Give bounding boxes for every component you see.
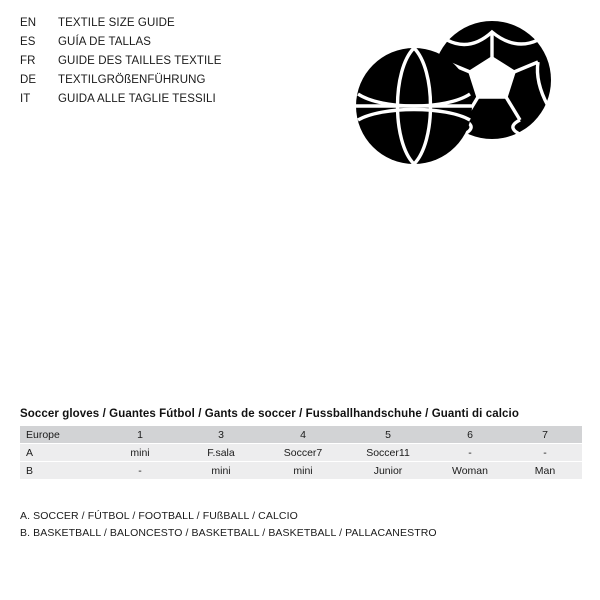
language-code: IT [20,93,31,105]
language-row-it [20,90,222,109]
table-header-cell: 3 [180,426,262,444]
table-cell: Soccer11 [344,444,432,462]
table-cell: mini [180,462,262,480]
table-cell: Woman [432,462,508,480]
language-code: DE [20,74,37,86]
table-row [20,462,582,480]
table-cell: - [508,444,582,462]
table-cell: mini [262,462,344,480]
language-row-de [20,71,222,90]
row-label: B [20,462,100,480]
language-row-es [20,33,222,52]
basketball-icon [356,48,472,164]
table-cell: mini [100,444,180,462]
language-code: ES [20,36,36,48]
language-title: GUIDA ALLE TAGLIE TESSILI [58,93,216,105]
table-header-row [20,426,582,444]
table-header-cell: 1 [100,426,180,444]
table-cell: Soccer7 [262,444,344,462]
table-cell: Man [508,462,582,480]
language-title: GUIDE DES TAILLES TEXTILE [58,55,222,67]
table-cell: Junior [344,462,432,480]
legend-line-b: B. BASKETBALL / BALONCESTO / BASKETBALL / BASKETBALL / PALLACANESTRO [20,527,437,539]
language-code: EN [20,17,37,29]
size-table-section [20,408,582,480]
table-header-cell: 7 [508,426,582,444]
language-title: TEXTILGRÖßENFÜHRUNG [58,74,206,86]
legend-line-a: A. SOCCER / FÚTBOL / FOOTBALL / FUßBALL / CALCIO [20,510,298,522]
table-header-cell: 5 [344,426,432,444]
language-title: TEXTILE SIZE GUIDE [58,17,175,29]
table-cell: - [100,462,180,480]
table-header-cell: 4 [262,426,344,444]
language-row-en [20,14,222,33]
row-label: A [20,444,100,462]
table-cell: - [432,444,508,462]
table-cell: F.sala [180,444,262,462]
table-header-cell: 6 [432,426,508,444]
table-caption: Soccer gloves / Guantes Fútbol / Gants de soccer / Fussballhandschuhe / Guanti di calcio [20,408,519,420]
language-row-fr [20,52,222,71]
legend [20,508,437,542]
size-table [20,426,582,480]
language-code: FR [20,55,36,67]
balls-illustration [352,18,562,173]
language-list [20,14,222,109]
table-header-cell: Europe [20,426,100,444]
language-title: GUÍA DE TALLAS [58,36,152,48]
table-row [20,444,582,462]
